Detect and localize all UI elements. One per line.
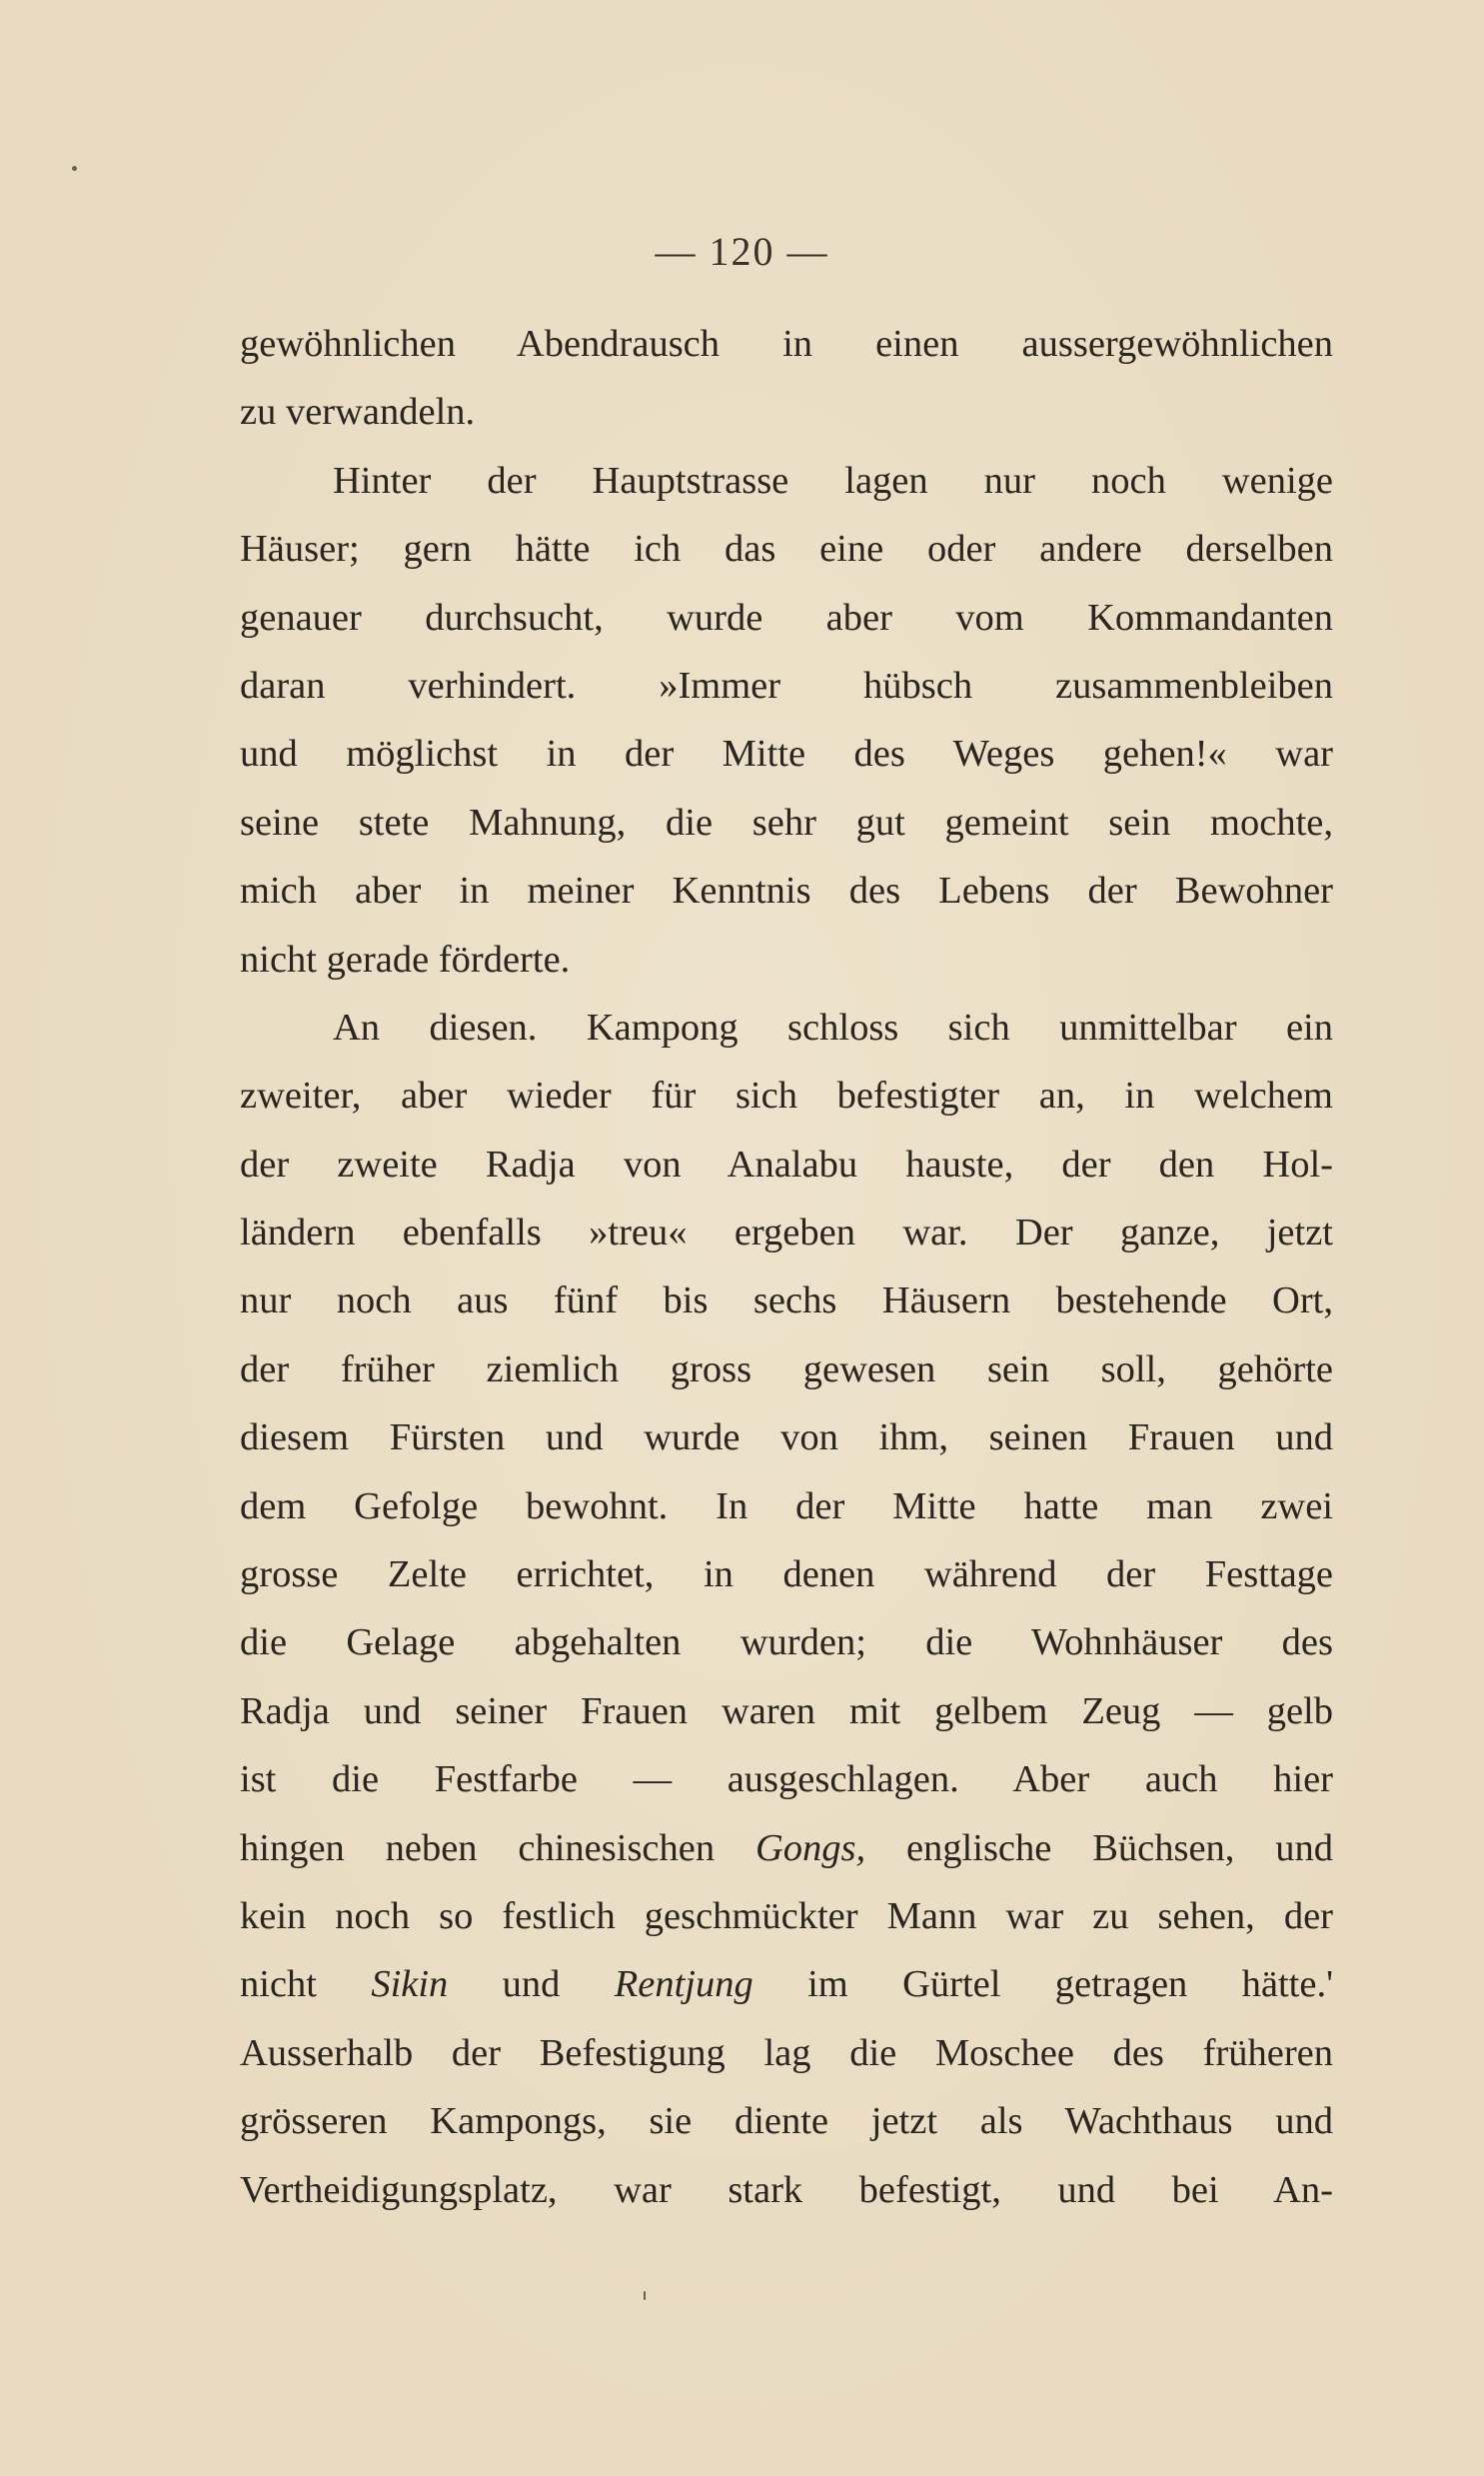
text-segment: zweiter, aber wieder für sich befestigter an, in welchem <box>240 1075 1333 1118</box>
text-line <box>240 857 1333 925</box>
text-line <box>240 1403 1333 1471</box>
text-line <box>240 1131 1333 1199</box>
text-segment: Radja und seiner Frauen waren mit gelbem Zeug — gelb <box>240 1689 1333 1732</box>
text-segment: der früher ziemlich gross gewesen sein soll, gehörte <box>240 1347 1333 1390</box>
text-line <box>240 584 1333 652</box>
text-line <box>240 1266 1333 1334</box>
text-segment: seine stete Mahnung, die sehr gut gemeint sein mochte, <box>240 801 1333 844</box>
text-line <box>240 1199 1333 1266</box>
text-segment: mich aber in meiner Kenntnis des Lebens der Bewohner <box>240 870 1333 913</box>
text-line <box>240 378 1333 446</box>
text-segment: grösseren Kampongs, sie diente jetzt als Wachthaus und <box>240 2100 1333 2143</box>
text-line <box>240 1950 1333 2018</box>
text-segment: ländern ebenfalls »treu« ergeben war. Der ganze, jetzt <box>240 1212 1333 1254</box>
italic-term: Rentjung <box>614 1963 753 2006</box>
text-line <box>240 1335 1333 1403</box>
text-segment: Ausserhalb der Befestigung lag die Moschee des früheren <box>240 2031 1333 2074</box>
text-segment: grosse Zelte errichtet, in denen während der Festtage <box>240 1553 1333 1596</box>
text-segment: Hinter der Hauptstrasse lagen nur noch wenige <box>333 459 1333 502</box>
text-segment: ist die Festfarbe — ausgeschlagen. Aber auch hier <box>240 1758 1333 1801</box>
text-line <box>240 1062 1333 1130</box>
text-segment: nur noch aus fünf bis sechs Häusern bestehende Ort, <box>240 1279 1333 1322</box>
text-line <box>240 720 1333 788</box>
text-segment: und <box>448 1963 615 2006</box>
text-line <box>240 1608 1333 1676</box>
text-segment: kein noch so festlich geschmückter Mann war zu sehen, der <box>240 1894 1333 1937</box>
text-segment: englische Büchsen, und <box>865 1826 1334 1869</box>
text-line <box>240 1472 1333 1540</box>
text-segment: Häuser; gern hätte ich das eine oder andere derselben <box>240 528 1333 571</box>
text-line <box>240 1540 1333 1608</box>
text-segment: daran verhindert. »Immer hübsch zusammenbleiben <box>240 664 1333 707</box>
text-line <box>240 515 1333 583</box>
text-line <box>240 1677 1333 1745</box>
text-line <box>240 652 1333 720</box>
body-text <box>240 310 1333 2224</box>
text-segment: die Gelage abgehalten wurden; die Wohnhäuser des <box>240 1621 1333 1664</box>
text-line <box>240 447 1333 515</box>
italic-term: Gongs, <box>754 1826 866 1869</box>
text-segment: hingen neben chinesischen <box>240 1826 755 1869</box>
text-segment: genauer durchsucht, wurde aber vom Kommandanten <box>240 596 1333 639</box>
text-segment: nicht gerade förderte. <box>240 938 571 981</box>
text-segment: Vertheidigungsplatz, war stark befestigt, und bei An- <box>240 2168 1333 2211</box>
text-line <box>240 2087 1333 2155</box>
text-segment: im Gürtel getragen hätte.' <box>752 1963 1334 2006</box>
text-line <box>240 1745 1333 1813</box>
text-segment: der zweite Radja von Analabu hauste, der den Hol- <box>240 1143 1333 1186</box>
text-line <box>240 994 1333 1062</box>
text-segment: nicht <box>240 1963 372 2006</box>
text-segment: dem Gefolge bewohnt. In der Mitte hatte man zwei <box>240 1484 1333 1527</box>
text-segment: An diesen. Kampong schloss sich unmittelbar ein <box>333 1006 1333 1049</box>
text-segment: und möglichst in der Mitte des Weges gehen!« war <box>240 733 1333 776</box>
text-segment: diesem Fürsten und wurde von ihm, seinen Frauen und <box>240 1416 1333 1459</box>
text-line <box>240 2019 1333 2087</box>
text-line <box>240 926 1333 994</box>
page-number: — 120 — <box>655 229 829 274</box>
text-segment: zu verwandeln. <box>240 391 476 434</box>
text-line <box>240 310 1333 378</box>
text-segment: gewöhnlichen Abendrausch in einen aussergewöhnlichen <box>240 323 1333 365</box>
text-line <box>240 2156 1333 2224</box>
italic-term: Sikin <box>371 1963 449 2006</box>
text-line <box>240 789 1333 857</box>
text-line <box>240 1882 1333 1950</box>
text-line <box>240 1814 1333 1882</box>
